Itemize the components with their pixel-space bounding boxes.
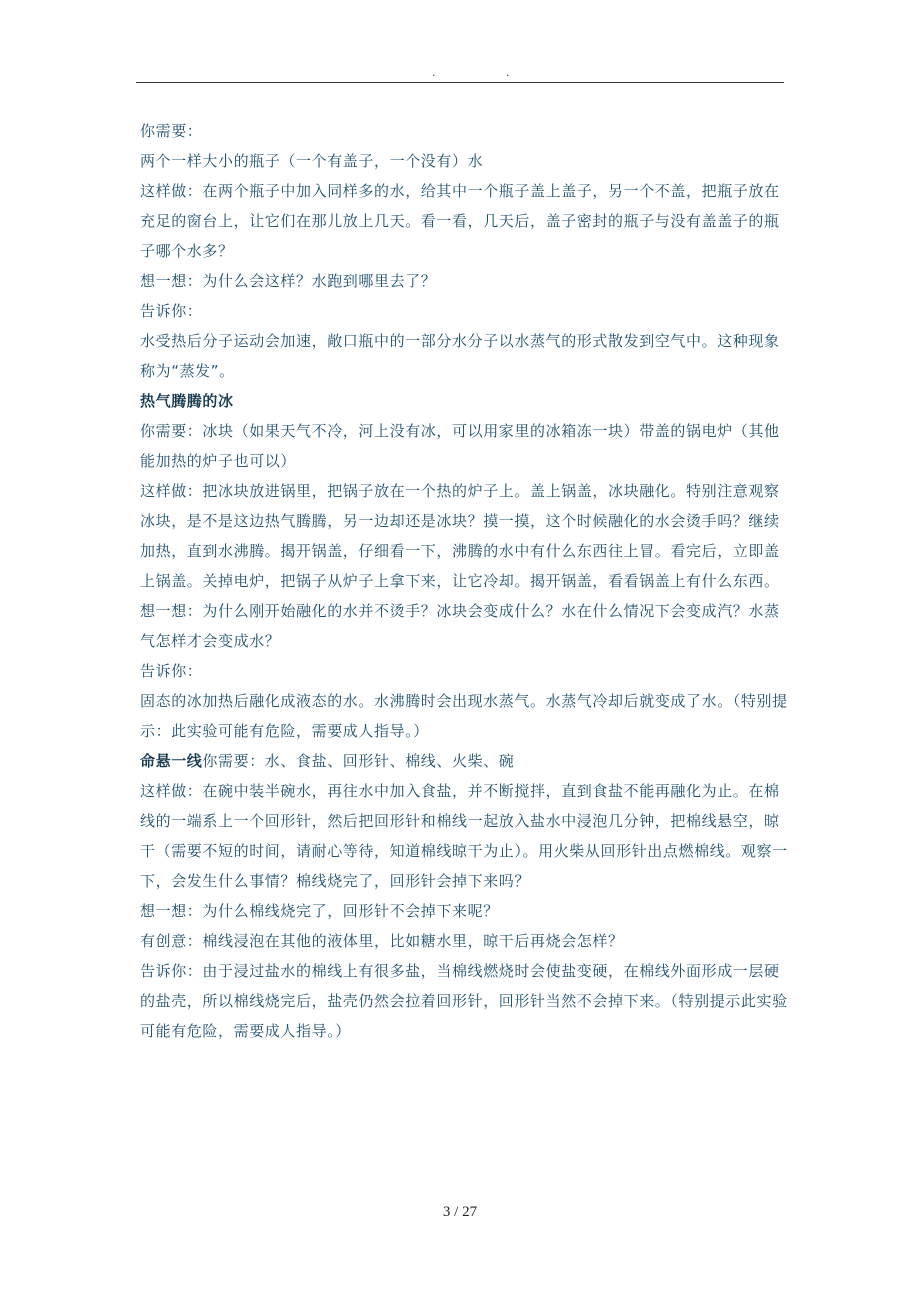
paragraph: 告诉你：由于浸过盐水的棉线上有很多盐，当棉线燃烧时会使盐变硬，在棉线外面形成一层硬的盐壳，所以棉线烧完后，盐壳仍然会拉着回形针，回形针当然不会掉下来。（特别提示此实验可能有危险，需要成人指导。） [140, 962, 788, 1040]
paragraph: 有创意：棉线浸泡在其他的液体里，比如糖水里，晾干后再烧会怎样？ [140, 932, 624, 950]
paragraph: 想一想：为什么刚开始融化的水并不烫手？冰块会变成什么？水在什么情况下会变成汽？水蒸气怎样才会变成水？ [140, 602, 780, 650]
section-heading: 命悬一线 [140, 752, 203, 770]
section-heading-line [140, 746, 790, 776]
paragraph: 这样做：在碗中装半碗水，再往水中加入食盐，并不断搅拌，直到食盐不能再融化为止。在棉线的一端系上一个回形针，然后把回形针和棉线一起放入盐水中浸泡几分钟，把棉线悬空，晾干（需要不短的时间，请耐心等待，知道棉线晾干为止）。用火柴从回形针出点燃棉线。观察一下，会发生什么事情？棉线烧完了，回形针会掉下来吗？ [140, 782, 788, 890]
paragraph: 你需要：冰块（如果天气不冷，河上没有冰，可以用家里的冰箱冻一块）带盖的锅电炉（其他能加热的炉子也可以） [140, 422, 780, 470]
paragraph: 两个一样大小的瓶子（一个有盖子，一个没有）水 [140, 152, 484, 170]
page-number: 3 / 27 [442, 1204, 478, 1220]
paragraph: 你需要： [140, 122, 203, 140]
section-heading: 热气腾腾的冰 [140, 392, 234, 410]
paragraph: 这样做：在两个瓶子中加入同样多的水，给其中一个瓶子盖上盖子，另一个不盖，把瓶子放在充足的窗台上，让它们在那儿放上几天。看一看，几天后，盖子密封的瓶子与没有盖盖子的瓶子哪个水多？ [140, 182, 780, 260]
paragraph: 告诉你： [140, 302, 203, 320]
paragraph: 这样做：把冰块放进锅里，把锅子放在一个热的炉子上。盖上锅盖，冰块融化。特别注意观察冰块，是不是这边热气腾腾，另一边却还是冰块？摸一摸，这个时候融化的水会烫手吗？继续加热，直到水沸腾。揭开锅盖，仔细看一下，沸腾的水中有什么东西往上冒。看完后，立即盖上锅盖。关掉电炉，把锅子从炉子上拿下来，让它冷却。揭开锅盖，看看锅盖上有什么东西。 [140, 482, 780, 590]
header-divider [136, 82, 784, 83]
paragraph: 水受热后分子运动会加速，敞口瓶中的一部分水分子以水蒸气的形式散发到空气中。这种现象称为“蒸发”。 [140, 332, 780, 380]
paragraph: 你需要：水、食盐、回形针、棉线、火柴、碗 [202, 752, 515, 770]
page-header [136, 66, 784, 80]
paragraph: 想一想：为什么会这样？水跑到哪里去了？ [140, 272, 437, 290]
document-body [140, 116, 790, 1046]
paragraph: 告诉你： [140, 662, 203, 680]
header-dot-right: . [506, 66, 510, 79]
header-dot-left: . [432, 66, 436, 79]
paragraph: 想一想：为什么棉线烧完了，回形针不会掉下来呢？ [140, 902, 499, 920]
paragraph: 固态的冰加热后融化成液态的水。水沸腾时会出现水蒸气。水蒸气冷却后就变成了水。（特别提示：此实验可能有危险，需要成人指导。） [140, 692, 788, 740]
